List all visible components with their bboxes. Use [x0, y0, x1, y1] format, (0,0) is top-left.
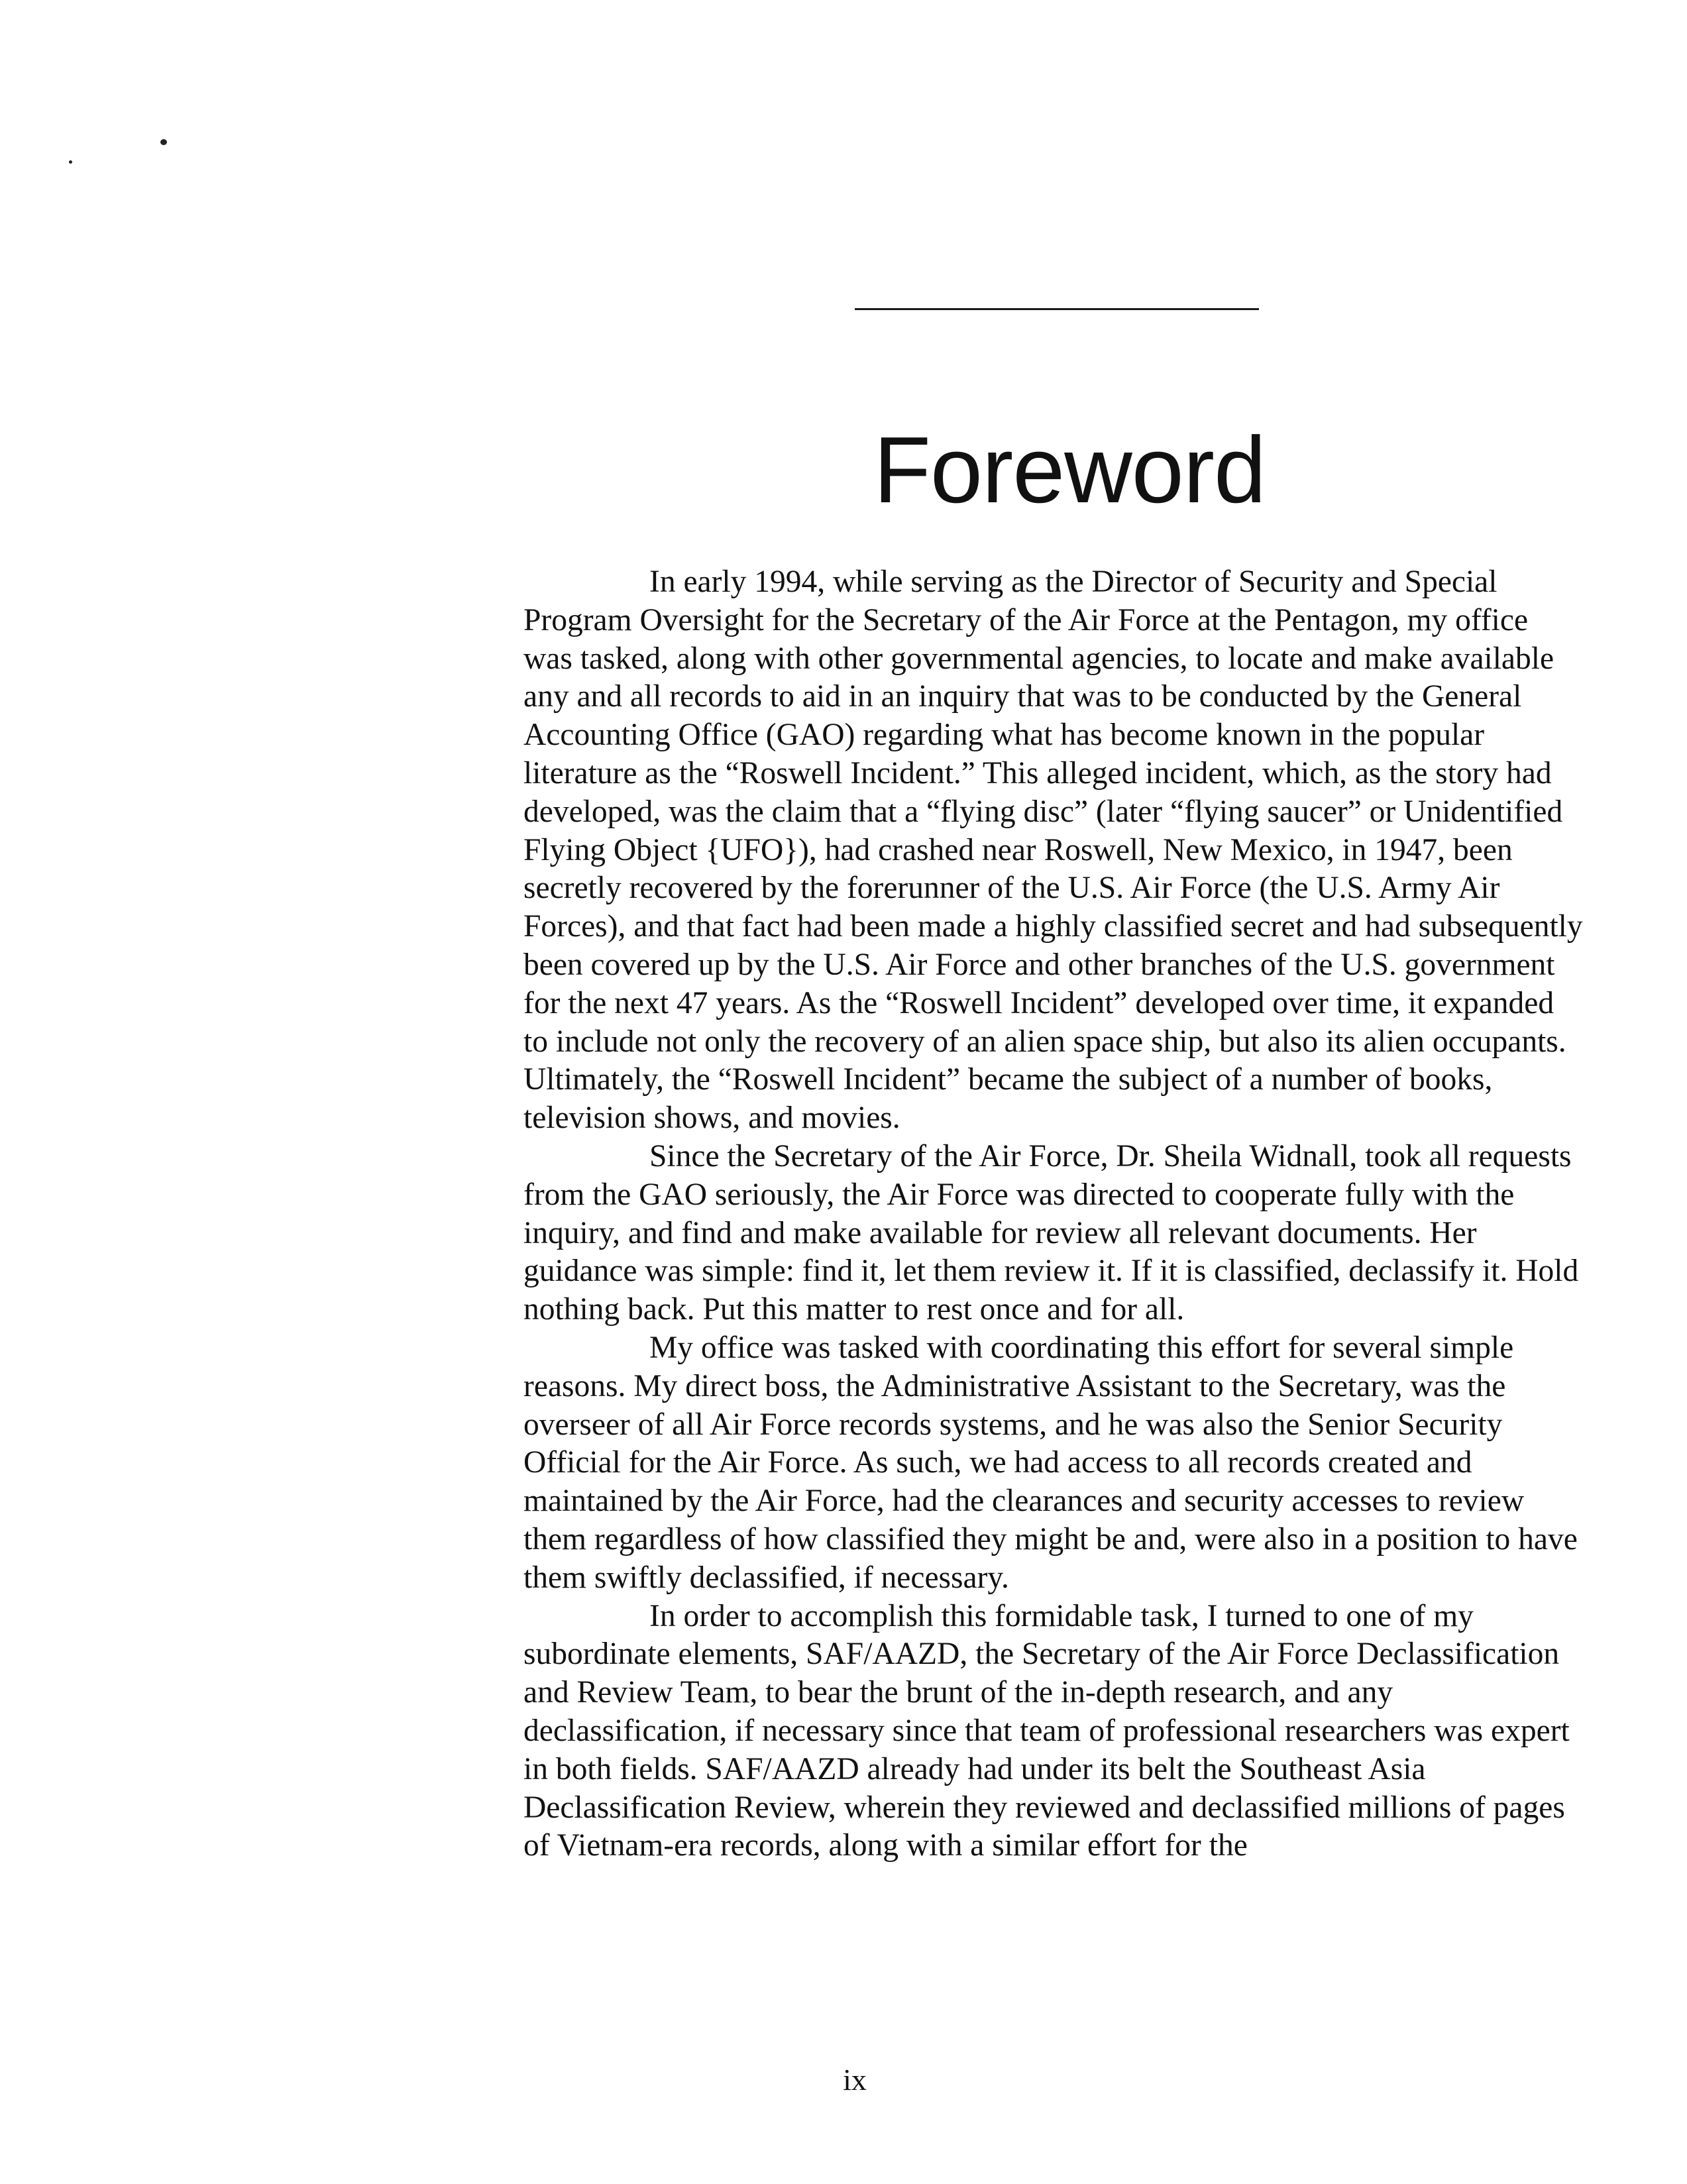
paragraph-2: Since the Secretary of the Air Force, Dr. Sheila Widnall, took all requests from the GAO seriously, the Air Force was directed to cooperate fully with the inquiry, and find and make available for review all relevant documents. Her guidance was simple: find it, let them review it. If it is classified, declassify it. Hold nothing back. Put this matter to rest once and for all.	[523, 1138, 1579, 1327]
scan-speck-2	[69, 160, 72, 164]
scan-speck-1	[160, 139, 167, 145]
title-rule	[855, 308, 1259, 310]
paragraph-4: In order to accomplish this formidable task, I turned to one of my subordinate elements, SAF/AAZD, the Secretary of the Air Force Declassification and Review Team, to bear the brunt of the in-depth research, and any declassification, if necessary since that team of professional researchers was expert in both fields. SAF/AAZD already had under its belt the Southeast Asia Declassification Review, wherein they reviewed and declassified millions of pages of Vietnam-era records, along with a similar effort for the	[523, 1598, 1570, 1863]
paragraph-3: My office was tasked with coordinating this effort for several simple reasons. My direct boss, the Administrative Assistant to the Secretary, was the overseer of all Air Force records systems, and he was also the Senior Security Official for the Air Force. As such, we had access to all records created and maintained by the Air Force, had the clearances and security accesses to review them regardless of how classified they might be and, were also in a position to have them swiftly declassified, if necessary.	[523, 1330, 1578, 1595]
foreword-body	[523, 563, 1584, 1865]
paragraph-1: In early 1994, while serving as the Director of Security and Special Program Oversight for the Secretary of the Air Force at the Pentagon, my office was tasked, along with other governmental agencies, to locate and make available any and all records to aid in an inquiry that was to be conducted by the General Accounting Office (GAO) regarding what has become known in the popular literature as the “Roswell Incident.” This alleged incident, which, as the story had developed, was the claim that a “flying disc” (later “flying saucer” or Unidentified Flying Object {UFO}), had crashed near Roswell, New Mexico, in 1947, been secretly recovered by the forerunner of the U.S. Air Force (the U.S. Army Air Forces), and that fact had been made a highly classified secret and had subsequently been covered up by the U.S. Air Force and other branches of the U.S. government for the next 47 years. As the “Roswell Incident” developed over time, it expanded to include not only the recovery of an alien space ship, but also its alien occupants. Ultimately, the “Roswell Incident” became the subject of a number of books, television shows, and movies.	[523, 565, 1583, 1136]
page-title: Foreword	[873, 417, 1266, 523]
page-number: ix	[843, 2063, 867, 2097]
